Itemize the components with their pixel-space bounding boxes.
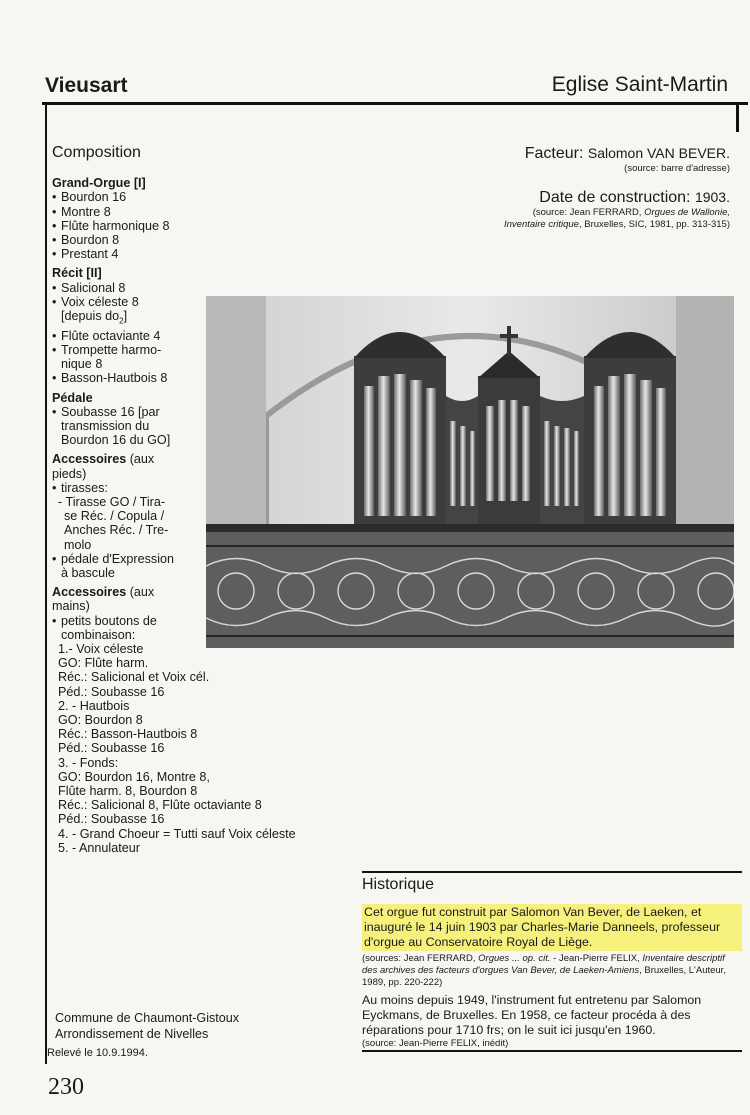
stop-item-cont: nique 8 <box>61 357 103 372</box>
historique-source-2: (source: Jean-Pierre FELIX, inédit) <box>362 1038 509 1049</box>
stop-item-cont: [depuis $do_2$] <box>61 309 128 326</box>
combination-list <box>52 642 352 855</box>
combination-item: 5. - Annulateur <box>58 840 140 855</box>
facteur-source: (source: barre d'adresse) <box>624 163 730 174</box>
historique-rule-top <box>362 871 742 873</box>
combination-line: Réc.: Salicional et Voix cél. <box>58 670 210 685</box>
accessory-item: • tirasses: <box>52 480 108 495</box>
page-header-church: Eglise Saint-Martin <box>551 73 728 96</box>
acc-pieds-heading-line2: pieds) <box>52 466 87 481</box>
facteur-label: Facteur: <box>524 145 584 162</box>
accessory-item: • petits boutons de <box>52 613 157 628</box>
stop-item: • Montre 8 <box>52 204 111 219</box>
stop-item: • Salicional 8 <box>52 280 126 295</box>
stop-item-cont: Bourdon 16 du GO] <box>61 433 171 448</box>
combination-line: GO: Bourdon 8 <box>58 713 143 728</box>
stop-item: • Trompette harmo- <box>52 342 162 357</box>
grand-orgue-heading: Grand-Orgue [I] <box>52 176 146 191</box>
historique-paragraph: Au moins depuis 1949, l'instrument fut entretenu par Salomon Eyckmans, de Bruxelles. En 1958, ce facteur procéda à des réparations pour 1710 frs; on le suit ici jusqu'en 1960. <box>362 993 702 1037</box>
acc-pieds-heading: Accessoires (aux <box>52 452 155 467</box>
combination-line: Péd.: Soubasse 16 <box>58 684 165 699</box>
combination-line: Péd.: Soubasse 16 <box>58 741 165 756</box>
combination-item: 4. - Grand Choeur = Tutti sauf Voix céleste <box>58 826 296 841</box>
recit-heading: Récit [II] <box>52 266 102 281</box>
left-border-rule <box>45 104 47 1064</box>
accessory-subitem: - Tirasse GO / Tira- <box>58 494 166 509</box>
stop-item-cont: transmission du <box>61 418 150 433</box>
historique-rule-bottom <box>362 1050 742 1052</box>
page-header-locality: Vieusart <box>45 74 128 97</box>
stop-item: • Flûte harmonique 8 <box>52 218 170 233</box>
stop-item: • Soubasse 16 [par <box>52 404 160 419</box>
combination-line: Péd.: Soubasse 16 <box>58 812 165 827</box>
composition-title: Composition <box>52 144 141 161</box>
date-block <box>504 189 730 231</box>
date-source-line1: (source: Jean FERRARD, Orgues de Wallonie, <box>532 207 730 218</box>
stop-item: • Voix céleste 8 <box>52 294 139 309</box>
acc-mains-heading-line2: mains) <box>52 599 90 614</box>
combination-line: GO: Bourdon 16, Montre 8, <box>58 769 210 784</box>
commune-name: Commune de Chaumont-Gistoux <box>55 1011 240 1025</box>
grand-orgue-list <box>52 190 352 261</box>
stop-item: • Prestant 4 <box>52 247 119 262</box>
releve-date: Relevé le 10.9.1994. <box>47 1047 148 1059</box>
date-value: 1903. <box>694 189 730 205</box>
header-rule <box>42 102 748 105</box>
date-source-line2: Inventaire critique, Bruxelles, SIC, 1981, pp. 313-315) <box>503 219 730 230</box>
stop-item: • Bourdon 16 <box>52 190 127 205</box>
commune-block <box>55 1010 239 1042</box>
stop-item: • Bourdon 8 <box>52 233 120 248</box>
facteur-block <box>525 145 730 175</box>
combination-line: Réc.: Basson-Hautbois 8 <box>58 727 198 742</box>
combination-line: GO: Flûte harm. <box>58 656 149 671</box>
pedale-heading: Pédale <box>52 390 93 405</box>
historique-title: Historique <box>362 876 435 893</box>
accessory-subitem-cont: molo <box>64 537 92 552</box>
organ-photo <box>206 296 734 648</box>
accessory-item-cont: à bascule <box>61 566 115 580</box>
historique-highlight: Cet orgue fut construit par Salomon Van Bever, de Laeken, et inauguré le 14 juin 1903 par Charles-Marie Danneels, professeur d'orgue au Conservatoire Royal de Liège. <box>362 904 742 951</box>
acc-mains-list <box>52 614 352 855</box>
combination-item: 2. - Hautbois <box>58 698 130 713</box>
combination-item: 1.- Voix céleste <box>58 642 144 657</box>
combination-line: Flûte harm. 8, Bourdon 8 <box>58 784 198 799</box>
stop-item: • Flûte octaviante 4 <box>52 328 161 343</box>
date-label: Date de construction: <box>539 189 691 206</box>
combination-item: 3. - Fonds: <box>58 755 119 770</box>
accessory-subitem-cont: se Réc. / Copula / <box>64 509 165 524</box>
right-border-tick <box>736 104 739 132</box>
combination-line: Réc.: Salicional 8, Flûte octaviante 8 <box>58 798 262 813</box>
facteur-value: Salomon VAN BEVER. <box>587 145 730 161</box>
accessory-item: • pédale d'Expression <box>52 551 175 566</box>
acc-mains-heading: Accessoires (aux <box>52 585 155 600</box>
page-number: 230 <box>48 1074 84 1100</box>
historique-block <box>362 876 742 1050</box>
accessory-item-cont: combinaison: <box>61 627 136 642</box>
arrondissement-name: Arrondissement de Nivelles <box>55 1027 209 1041</box>
historique-source-1: (sources: Jean FERRARD, Orgues ... op. cit. - Jean-Pierre FELIX, Inventaire descriptif des archives des facteurs d'orgues Van Bever, de Laeken-Amiens, Bruxelles, L'Auteur, 1989, pp. 220-222) <box>362 953 726 988</box>
accessory-subitem-cont: Anches Réc. / Tre- <box>64 523 169 538</box>
stop-item: • Basson-Hautbois 8 <box>52 371 168 386</box>
